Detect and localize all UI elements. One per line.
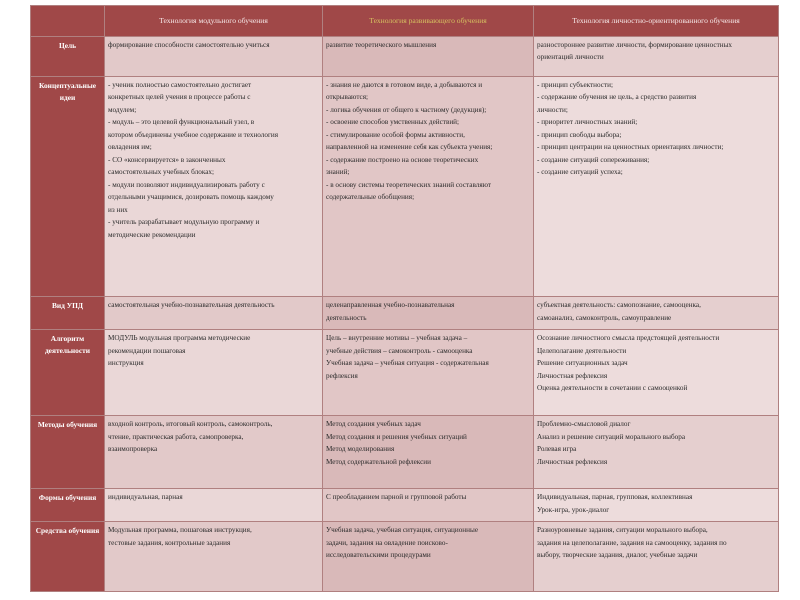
cell-line: направленной на изменение себя как субъекта учения; <box>326 143 493 152</box>
cell-line: отдельными учащимися, дозировать помощь каждому <box>108 193 274 202</box>
cell-line: котором объединены учебное содержание и технология <box>108 130 279 139</box>
table-cell <box>323 76 534 297</box>
table-cell <box>105 297 323 330</box>
cell-line: Метод создания учебных задач <box>326 420 421 429</box>
table-cell <box>105 416 323 489</box>
cell-line: - создание ситуаций сопереживания; <box>537 155 650 164</box>
cell-line: Личностная рефлексия <box>537 457 608 466</box>
cell-line: самостоятельная учебно-познавательная деятельность <box>108 301 275 310</box>
table-row-algorithm <box>31 330 779 416</box>
cell-line: Осознание личностного смысла предстоящей деятельности <box>537 334 720 343</box>
table-cell <box>105 522 323 592</box>
cell-line: Личностная рефлексия <box>537 371 608 380</box>
cell-line: Учебная задача – учебная ситуация - содержательная <box>326 359 489 368</box>
cell-line: Решение ситуационных задач <box>537 359 628 368</box>
cell-line: Проблемно-смысловой диалог <box>537 420 631 429</box>
table-row-forms <box>31 489 779 522</box>
cell-line: Метод моделирования <box>326 445 395 454</box>
cell-line: - ученик полностью самостоятельно достигает <box>108 80 252 89</box>
cell-line: - принцип свободы выбора; <box>537 130 622 139</box>
cell-line: формирование способности самостоятельно учиться <box>108 40 270 49</box>
row-label: Алгоритм деятельности <box>31 330 105 416</box>
cell-line: Оценка деятельности в сочетании с самооценкой <box>537 384 688 393</box>
cell-line: Индивидуальная, парная, групповая, коллективная <box>537 493 693 502</box>
table-cell <box>534 416 779 489</box>
table-cell <box>323 330 534 416</box>
cell-line: Целеполагание деятельности <box>537 346 627 355</box>
cell-line: - учитель разрабатывает модульную программу и <box>108 218 260 227</box>
cell-line: Модульная программа, пошаговая инструкция, <box>108 526 252 535</box>
table-cell <box>105 36 323 76</box>
cell-line: ориентаций личности <box>537 53 604 62</box>
cell-line: - принцип субъектности; <box>537 80 613 89</box>
cell-line: задачи, задания на овладение поисково- <box>326 538 448 547</box>
cell-line: содержательные обобщения; <box>326 193 415 202</box>
comparison-table <box>30 5 779 592</box>
cell-line: входной контроль, итоговый контроль, самоконтроль, <box>108 420 273 429</box>
cell-line: МОДУЛЬ модульная программа методические <box>108 334 251 343</box>
cell-line: целенаправленная учебно-познавательная <box>326 301 455 310</box>
table-cell <box>534 522 779 592</box>
table-cell <box>534 330 779 416</box>
cell-line: субъектная деятельность: самопознание, самооценка, <box>537 301 701 310</box>
cell-line: методические рекомендации <box>108 230 196 239</box>
header-row <box>31 6 779 37</box>
cell-line: самостоятельных учебных блоках; <box>108 168 214 177</box>
cell-line: развитие теоретического мышления <box>326 40 437 49</box>
table-cell <box>534 297 779 330</box>
cell-line: индивидуальная, парная <box>108 493 183 502</box>
row-label: Концептуальные идеи <box>31 76 105 297</box>
cell-line: - содержание обучения не цель, а средство развития <box>537 93 697 102</box>
cell-line: - логика обучения от общего к частному (дедукция); <box>326 105 487 114</box>
cell-line: - СО «консервируется» в законченных <box>108 155 226 164</box>
cell-line: рефлексия <box>326 371 358 380</box>
row-label: Методы обучения <box>31 416 105 489</box>
cell-line: Учебная задача, учебная ситуация, ситуационные <box>326 526 479 535</box>
corner-cell <box>31 6 105 37</box>
cell-line: Разноуровневые задания, ситуации морального выбора, <box>537 526 708 535</box>
cell-line: - в основу системы теоретических знаний составляют <box>326 180 492 189</box>
cell-line: выбору, творческие задания, диалог, учебные задачи <box>537 551 698 560</box>
cell-line: модулем; <box>108 105 137 114</box>
table-cell <box>323 36 534 76</box>
cell-line: Цель – внутренние мотивы – учебная задача – <box>326 334 468 343</box>
col-header-personality: Технология личностно-ориентированного обучения <box>534 6 779 37</box>
cell-line: инструкция <box>108 359 144 368</box>
table-cell <box>323 489 534 522</box>
table-cell <box>323 297 534 330</box>
table-cell <box>534 76 779 297</box>
cell-line: тестовые задания, контрольные задания <box>108 538 231 547</box>
cell-line: самоанализ, самоконтроль, самоуправление <box>537 313 672 322</box>
cell-line: деятельность <box>326 313 367 322</box>
cell-line: - создание ситуаций успеха; <box>537 168 623 177</box>
table-row-activity-type <box>31 297 779 330</box>
cell-line: знаний; <box>326 168 350 177</box>
table-row-concept-ideas <box>31 76 779 297</box>
cell-line: Метод содержательной рефлексии <box>326 457 431 466</box>
row-label: Средства обучения <box>31 522 105 592</box>
table-cell <box>534 489 779 522</box>
cell-line: - стимулирование особой формы активности, <box>326 130 465 139</box>
cell-line: Метод создания и решения учебных ситуаций <box>326 432 467 441</box>
table-cell <box>105 330 323 416</box>
table-cell <box>323 522 534 592</box>
row-label: Вид УПД <box>31 297 105 330</box>
table-row-methods <box>31 416 779 489</box>
table-row-means <box>31 522 779 592</box>
cell-line: личности; <box>537 105 568 114</box>
cell-line: задания на целеполагание, задания на самооценку, задания по <box>537 538 727 547</box>
cell-line: Анализ и решение ситуаций морального выбора <box>537 432 686 441</box>
slide <box>30 5 778 592</box>
cell-line: открываются; <box>326 93 369 102</box>
cell-line: - освоение способов умственных действий; <box>326 118 460 127</box>
row-label: Формы обучения <box>31 489 105 522</box>
cell-line: - модули позволяют индивидуализировать работу с <box>108 180 265 189</box>
table-cell <box>323 416 534 489</box>
cell-line: - содержание построено на основе теоретических <box>326 155 479 164</box>
cell-line: конкретных целей учения в процессе работы с <box>108 93 251 102</box>
table-cell <box>105 76 323 297</box>
cell-line: Урок-игра, урок-диалог <box>537 505 610 514</box>
cell-line: - знания не даются в готовом виде, а добываются и <box>326 80 483 89</box>
row-label: Цель <box>31 36 105 76</box>
cell-line: чтение, практическая работа, самопроверка, <box>108 432 244 441</box>
col-header-modular: Технология модульного обучения <box>105 6 323 37</box>
cell-line: Ролевая игра <box>537 445 577 454</box>
table-cell <box>105 489 323 522</box>
cell-line: овладения им; <box>108 143 152 152</box>
cell-line: рекомендации пошаговая <box>108 346 186 355</box>
cell-line: исследовательскими процедурами <box>326 551 431 560</box>
table-row-goal <box>31 36 779 76</box>
col-header-developmental: Технология развивающего обучения <box>323 6 534 37</box>
cell-line: учебные действия – самоконтроль - самооценка <box>326 346 473 355</box>
cell-line: из них <box>108 205 128 214</box>
cell-line: - принцип центрации на ценностных ориентациях личности; <box>537 143 724 152</box>
cell-line: разностороннее развитие личности, формирование ценностных <box>537 40 732 49</box>
cell-line: - приоритет личностных знаний; <box>537 118 638 127</box>
cell-line: С преобладанием парной и групповой работы <box>326 493 467 502</box>
table-cell <box>534 36 779 76</box>
cell-line: - модуль – это целевой функциональный узел, в <box>108 118 255 127</box>
cell-line: взаимопроверка <box>108 445 158 454</box>
